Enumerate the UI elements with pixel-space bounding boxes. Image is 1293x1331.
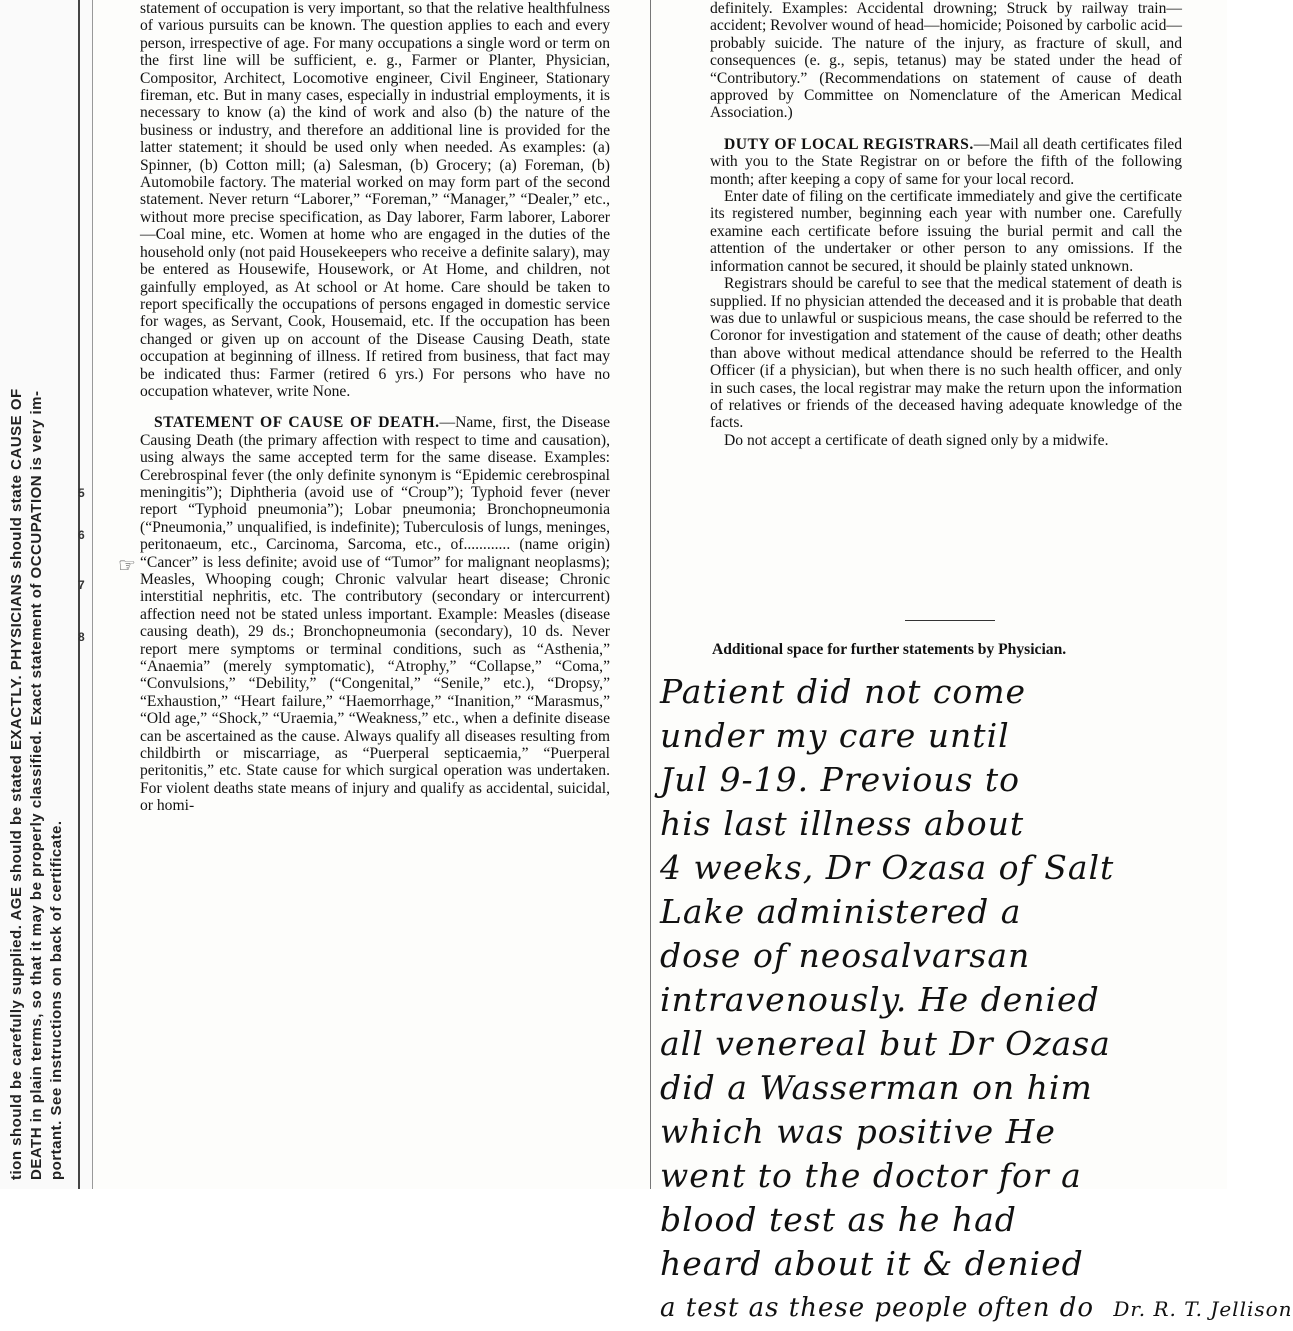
pointer-hand-icon: ☞ — [118, 555, 136, 577]
handwriting-line: Patient did not come — [660, 672, 1027, 711]
cause-of-death-section — [140, 414, 610, 814]
filing-paragraph: Enter date of filing on the certificate immediately and give the certificate its registered number, beginning each year with number one. Carefully examine each certificate before issuing the burial permit and call the attention of the undertaker or other person to any omissions. If the information cannot be secured, it should be plainly stated unknown. — [710, 188, 1182, 275]
cause-of-death-text: —Name, first, the Disease Causing Death (the primary affection with respect to time and causation), using always the same accepted term for the same disease. Examples: Cerebrospinal fever (the only definite synonym is “Epidemic cerebrospinal meningitis”); Diphtheria (avoid use of “Croup”); Typhoid fever (never report “Typhoid pneumonia”); Lobar pneumonia; Bronchopneumonia (“Pneumonia,” unqualified, is indefinite); Tuberculosis of lungs, meninges, peritonaeum, etc., Carcinoma, Sarcoma, etc., of............ (name origin) “Cancer” is less definite; avoid use of “Tumor” for malignant neoplasms); Measles, Whooping cough; Chronic valvular heart disease; Chronic interstitial nephritis, etc. The contributory (secondary or intercurrent) affection need not be stated unless important. Example: Measles (disease causing death), 29 ds.; Bronchopneumonia (secondary), 10 ds. Never report mere symptoms or terminal conditions, such as “Asthenia,” “Anaemia” (merely symptomatic), “Atrophy,” “Collapse,” “Coma,” “Convulsions,” “Debility,” (“Congenital,” “Senile,” etc.), “Dropsy,” “Exhaustion,” “Heart failure,” “Haemorrhage,” “Inanition,” “Marasmus,” “Old age,” “Shock,” “Uraemia,” “Weakness,” etc., when a definite disease can be ascertained as the cause. Always qualify all diseases resulting from childbirth or miscarriage, as “Puerperal septicaemia,” “Puerperal peritonitis,” etc. State cause for which surgical operation was undertaken. For violent deaths state means of injury and qualify as accidental, suicidal, or homi- — [140, 414, 610, 815]
handwriting-last-line: a test as these people often do — [660, 1293, 1095, 1323]
strip-mark: 6 — [78, 528, 85, 542]
handwriting-line: intravenously. He denied — [660, 980, 1100, 1019]
additional-space-label: Additional space for further statements by Physician. — [712, 641, 1067, 658]
physician-handwritten-note — [660, 670, 1293, 1331]
physician-signature: Dr. R. T. Jellison — [1113, 1297, 1293, 1321]
handwriting-line: his last illness about — [660, 804, 1025, 843]
section-rule — [905, 620, 995, 621]
cause-of-death-heading: STATEMENT OF CAUSE OF DEATH. — [154, 414, 440, 432]
handwriting-line: did a Wasserman on him — [660, 1068, 1093, 1107]
handwriting-line: 4 weeks, Dr Ozasa of Salt — [660, 848, 1115, 887]
handwriting-line — [660, 1286, 1293, 1331]
registrars-section — [710, 136, 1182, 188]
handwriting-line: heard about it & denied — [660, 1244, 1084, 1283]
handwriting-line: dose of neosalvarsan — [660, 936, 1031, 975]
occupation-paragraph: statement of occupation is very important, so that the relative healthfulness of various pursuits can be known. The question applies to each and every person, irrespective of age. For many occupations a single word or term on the first line will be sufficient, e. g., Farmer or Planter, Physician, Compositor, Architect, Locomotive engineer, Civil Engineer, Stationary fireman, etc. But in many cases, especially in industrial employments, it is necessary to know (a) the kind of work and also (b) the nature of the business or industry, and therefore an additional line is provided for the latter statement; it should be used only when needed. As examples: (a) Spinner, (b) Cotton mill; (a) Salesman, (b) Grocery; (a) Foreman, (b) Automobile factory. The material worked on may form part of the second statement. Never return “Laborer,” “Foreman,” “Manager,” “Dealer,” etc., without more precise specification, as Day laborer, Farm laborer, Laborer—Coal mine, etc. Women at home who are engaged in the duties of the household only (not paid Housekeepers who receive a definite salary), may be entered as Housewife, Housework, or At Home, and children, not gainfully employed, as At school or At home. Care should be taken to report specifically the occupations of persons engaged in domestic service for wages, as Servant, Cook, Housemaid, etc. If the occupation has been changed or given up on account of the Disease Causing Death, state occupation at beginning of illness. If retired from business, that fact may be indicated thus: Farmer (retired 6 yrs.) For persons who have no occupation whatever, write None. — [140, 0, 610, 400]
right-column — [710, 0, 1182, 449]
column-divider — [650, 0, 651, 1189]
strip-mark: 5 — [78, 486, 85, 500]
strip-mark: 8 — [78, 630, 85, 644]
violent-death-paragraph: definitely. Examples: Accidental drowning; Struck by railway train—accident; Revolver wound of head—homicide; Poisoned by carbolic acid—probably suicide. The nature of the injury, as fracture of skull, and consequences (e. g., sepis, tetanus) may be stated under the head of “Contributory.” (Recommendations on statement of cause of death approved by Committee on Nomenclature of the American Medical Association.) — [710, 0, 1183, 122]
handwriting-line: all venereal but Dr Ozasa — [660, 1024, 1111, 1063]
handwriting-line: blood test as he had — [660, 1200, 1017, 1239]
handwriting-line: which was positive He — [660, 1112, 1056, 1151]
midwife-paragraph: Do not accept a certificate of death signed only by a midwife. — [724, 431, 1109, 449]
strip-mark: 7 — [78, 578, 85, 592]
handwriting-line: Jul 9-19. Previous to — [660, 760, 1021, 799]
strip-line-3: portant. See instructions on back of certificate. — [48, 820, 65, 1180]
handwriting-line: went to the doctor for a — [660, 1156, 1082, 1195]
medical-statement-paragraph: Registrars should be careful to see that the medical statement of death is supplied. If no physician attended the deceased and it is probable that death was due to unlawful or suspicious means, the case should be referred to the Coronor for investigation and statement of the cause of death; other deaths than above without medical attendance should be referred to the Health Officer (if a physician), but when there is no such health officer, and only in such cases, the local registrar may make the return upon the information of relatives or friends of the deceased having adequate knowledge of the facts. — [710, 275, 1182, 432]
strip-line-2: DEATH in plain terms, so that it may be properly classified. Exact statement of OCCUPATION is very im- — [28, 390, 45, 1180]
registrars-heading: DUTY OF LOCAL REGISTRARS. — [724, 135, 974, 153]
registrars-text: —Mail all death certificates filed with you to the State Registrar on or before the fifth of the following month; after keeping a copy of same for your local record. — [710, 135, 1182, 188]
left-column — [140, 0, 610, 815]
handwriting-line: under my care until — [660, 716, 1010, 755]
handwriting-line: Lake administered a — [660, 892, 1022, 931]
strip-line-1: tion should be carefully supplied. AGE should be stated EXACTLY. PHYSICIANS should state CAUSE OF — [8, 388, 25, 1180]
